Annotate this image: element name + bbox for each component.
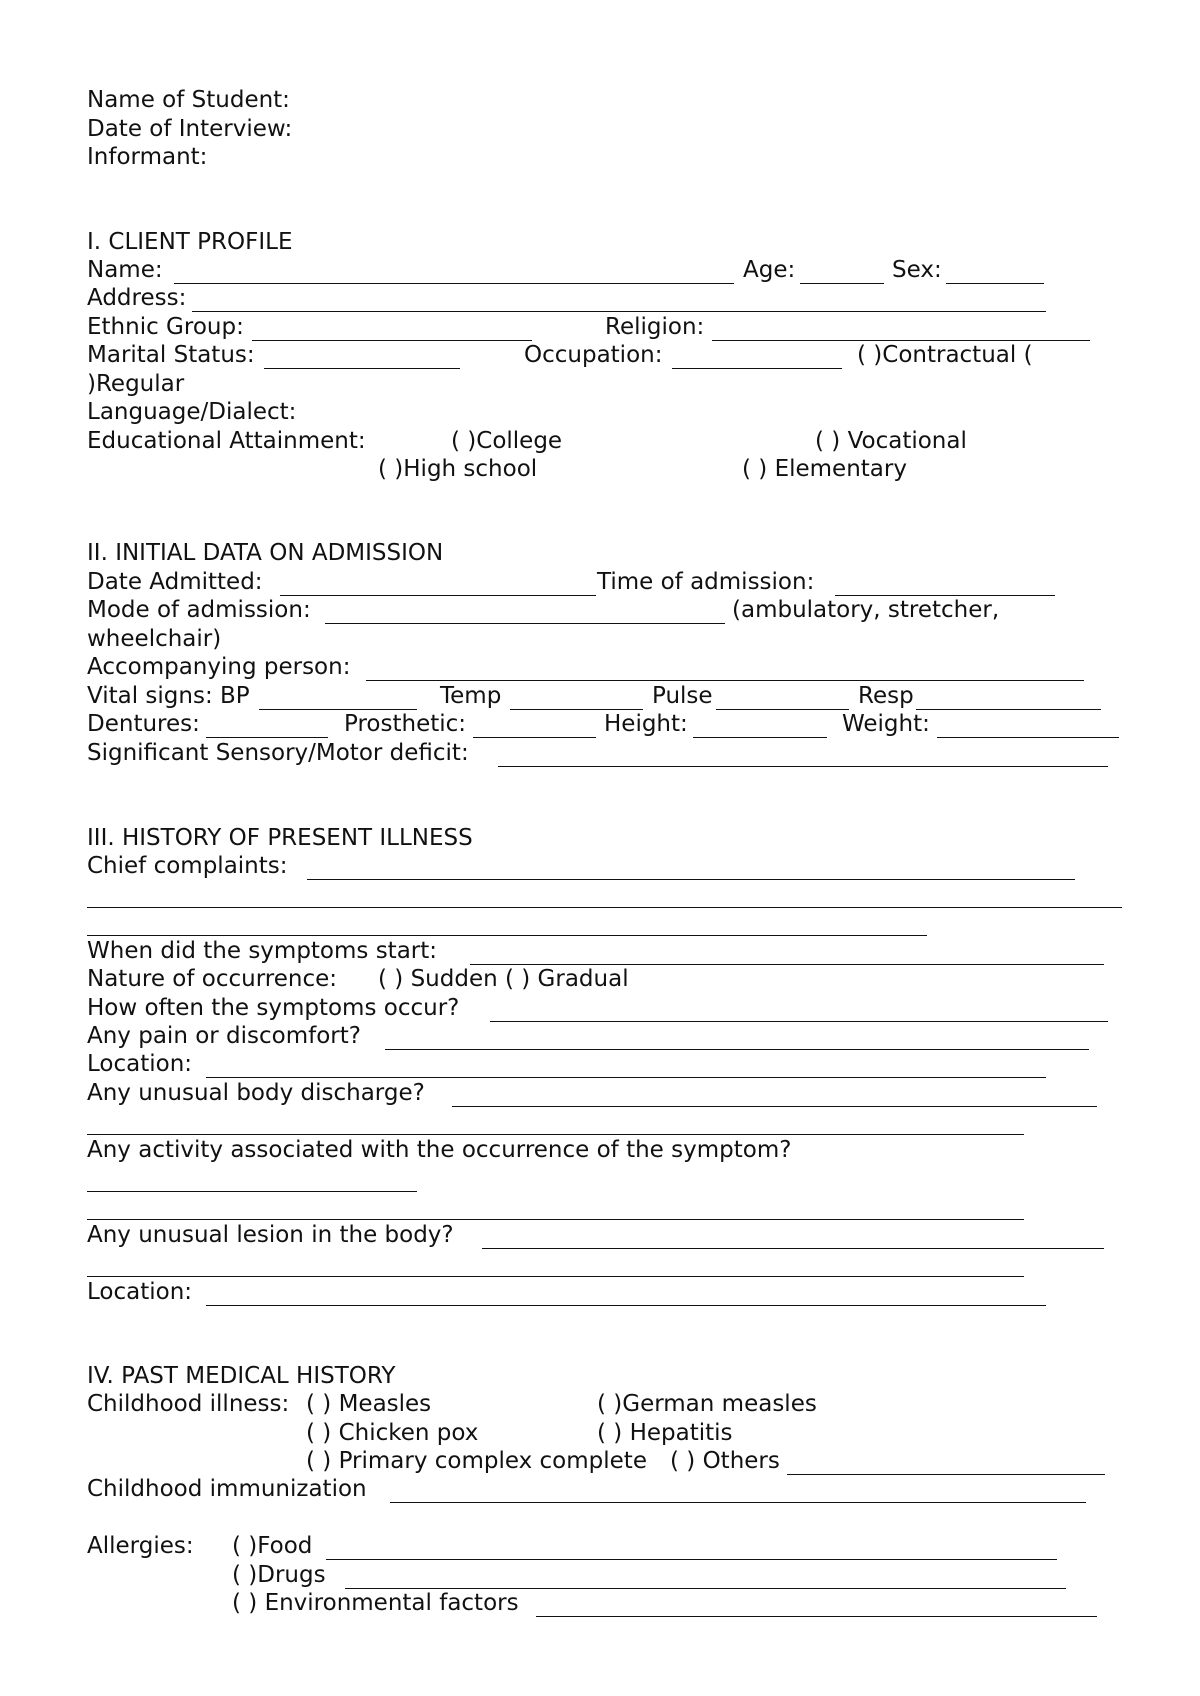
address-field[interactable] — [192, 311, 1046, 312]
location-2-field[interactable] — [206, 1305, 1046, 1306]
chicken-pox-option[interactable]: ( ) Chicken pox — [306, 1420, 479, 1446]
ethnic-field[interactable] — [252, 340, 532, 341]
chief-complaints-label: Chief complaints: — [87, 853, 288, 879]
sex-field[interactable] — [946, 283, 1044, 284]
pulse-field[interactable] — [716, 709, 849, 710]
lesion-field[interactable] — [482, 1248, 1104, 1249]
how-often-field[interactable] — [490, 1021, 1108, 1022]
activity-label: Any activity associated with the occurrence of the symptom? — [87, 1137, 792, 1163]
chief-complaints-field[interactable] — [307, 879, 1075, 880]
time-admission-label: Time of admission: — [597, 569, 815, 595]
activity-line-2[interactable] — [87, 1219, 1024, 1220]
prosthetic-label: Prosthetic: — [344, 711, 467, 737]
mode-label: Mode of admission: — [87, 597, 311, 623]
date-admitted-field[interactable] — [280, 595, 596, 596]
symptoms-start-label: When did the symptoms start: — [87, 938, 438, 964]
immunization-label: Childhood immunization — [87, 1476, 367, 1502]
discharge-field[interactable] — [452, 1106, 1097, 1107]
location-2-label: Location: — [87, 1279, 193, 1305]
age-label: Age: — [743, 257, 796, 283]
hepatitis-option[interactable]: ( ) Hepatitis — [597, 1420, 733, 1446]
informant-label: Informant: — [87, 144, 208, 170]
elementary-option[interactable]: ( ) Elementary — [742, 456, 907, 482]
vocational-option[interactable]: ( ) Vocational — [815, 428, 967, 454]
chief-complaints-line-3[interactable] — [87, 935, 927, 936]
marital-label: Marital Status: — [87, 342, 255, 368]
vitals-bp-label: Vital signs: BP — [87, 683, 250, 709]
present-illness-heading: III. HISTORY OF PRESENT ILLNESS — [87, 825, 473, 851]
measles-option[interactable]: ( ) Measles — [306, 1391, 432, 1417]
date-admitted-label: Date Admitted: — [87, 569, 263, 595]
location-label: Location: — [87, 1051, 193, 1077]
language-label: Language/Dialect: — [87, 399, 297, 425]
environmental-allergy-field[interactable] — [536, 1616, 1097, 1617]
contractual-option[interactable]: ( )Contractual ( — [857, 342, 1033, 368]
address-label: Address: — [87, 285, 187, 311]
german-measles-option[interactable]: ( )German measles — [597, 1391, 817, 1417]
accompanying-field[interactable] — [366, 680, 1084, 681]
mode-options-continued: wheelchair) — [87, 626, 222, 652]
mode-options: (ambulatory, stretcher, — [732, 597, 1000, 623]
lesion-line-2[interactable] — [87, 1276, 1024, 1277]
occupation-label: Occupation: — [524, 342, 663, 368]
nature-label: Nature of occurrence: — [87, 966, 338, 992]
activity-field[interactable] — [87, 1191, 417, 1192]
others-field[interactable] — [787, 1474, 1105, 1475]
environmental-allergy-option[interactable]: ( ) Environmental factors — [232, 1590, 519, 1616]
chief-complaints-line-2[interactable] — [87, 907, 1122, 908]
high-school-option[interactable]: ( )High school — [378, 456, 538, 482]
past-history-heading: IV. PAST MEDICAL HISTORY — [87, 1363, 396, 1389]
primary-complex-option[interactable]: ( ) Primary complex complete — [306, 1448, 647, 1474]
interview-date-label: Date of Interview: — [87, 116, 293, 142]
pain-field[interactable] — [385, 1049, 1089, 1050]
name-label: Name: — [87, 257, 163, 283]
height-field[interactable] — [693, 737, 827, 738]
weight-field[interactable] — [937, 737, 1119, 738]
accompanying-label: Accompanying person: — [87, 654, 351, 680]
sex-label: Sex: — [892, 257, 942, 283]
location-field[interactable] — [206, 1077, 1046, 1078]
allergies-label: Allergies: — [87, 1533, 194, 1559]
childhood-illness-label: Childhood illness: — [87, 1391, 290, 1417]
dentures-field[interactable] — [206, 737, 328, 738]
resp-field[interactable] — [916, 709, 1101, 710]
resp-label: Resp — [858, 683, 914, 709]
marital-field[interactable] — [264, 368, 460, 369]
weight-label: Weight: — [842, 711, 930, 737]
pain-label: Any pain or discomfort? — [87, 1023, 361, 1049]
drugs-allergy-option[interactable]: ( )Drugs — [232, 1562, 326, 1588]
college-option[interactable]: ( )College — [451, 428, 563, 454]
client-profile-heading: I. CLIENT PROFILE — [87, 229, 293, 255]
prosthetic-field[interactable] — [473, 737, 596, 738]
temp-label: Temp — [440, 683, 502, 709]
student-name-label: Name of Student: — [87, 87, 290, 113]
dentures-label: Dentures: — [87, 711, 200, 737]
discharge-line-2[interactable] — [87, 1134, 1024, 1135]
regular-option[interactable]: )Regular — [87, 371, 185, 397]
deficit-field[interactable] — [498, 766, 1108, 767]
ethnic-label: Ethnic Group: — [87, 314, 244, 340]
how-often-label: How often the symptoms occur? — [87, 995, 460, 1021]
pulse-label: Pulse — [652, 683, 713, 709]
age-field[interactable] — [800, 283, 884, 284]
nature-options[interactable]: ( ) Sudden ( ) Gradual — [378, 966, 629, 992]
others-option[interactable]: ( ) Others — [670, 1448, 780, 1474]
education-label: Educational Attainment: — [87, 428, 366, 454]
food-allergy-field[interactable] — [326, 1559, 1057, 1560]
occupation-field[interactable] — [672, 368, 842, 369]
discharge-label: Any unusual body discharge? — [87, 1080, 425, 1106]
name-field[interactable] — [174, 283, 734, 284]
lesion-label: Any unusual lesion in the body? — [87, 1222, 454, 1248]
religion-label: Religion: — [605, 314, 705, 340]
food-allergy-option[interactable]: ( )Food — [232, 1533, 313, 1559]
mode-field[interactable] — [325, 623, 725, 624]
height-label: Height: — [604, 711, 688, 737]
deficit-label: Significant Sensory/Motor deficit: — [87, 740, 469, 766]
admission-heading: II. INITIAL DATA ON ADMISSION — [87, 540, 444, 566]
immunization-field[interactable] — [390, 1502, 1086, 1503]
